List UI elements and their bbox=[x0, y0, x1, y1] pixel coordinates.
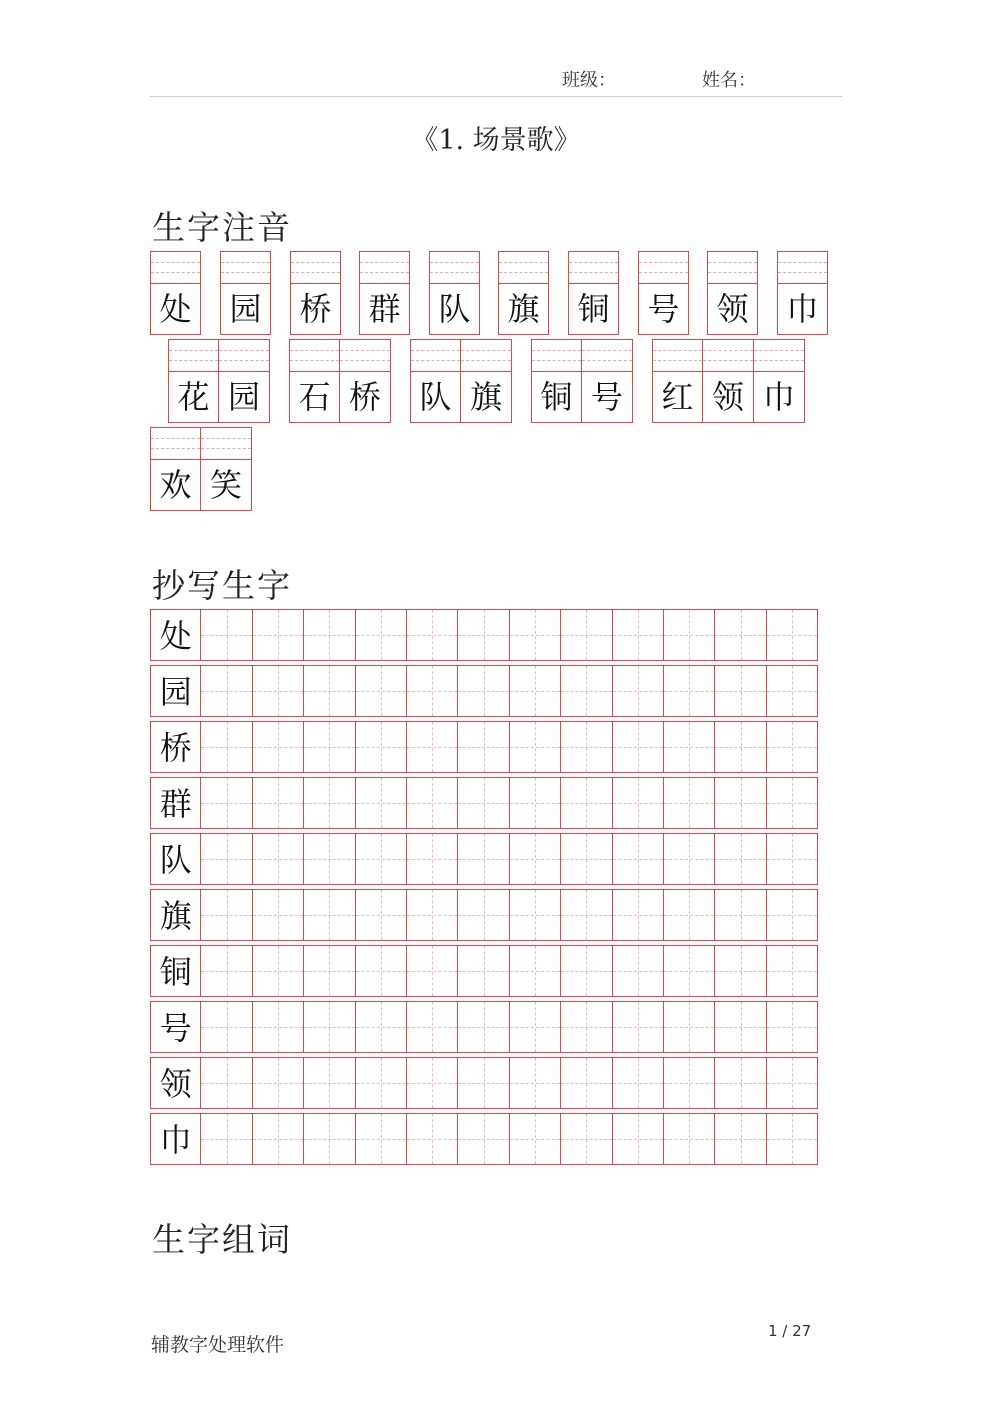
copy-writing-cell bbox=[613, 1001, 664, 1053]
copy-writing-cell bbox=[304, 889, 355, 941]
copy-writing-cell bbox=[458, 665, 509, 717]
copy-writing-cell bbox=[253, 1113, 304, 1165]
copy-row bbox=[150, 609, 818, 661]
section-heading-copy: 抄写生字 bbox=[152, 566, 292, 605]
word-box bbox=[150, 427, 252, 511]
copy-writing-cell bbox=[613, 609, 664, 661]
copy-writing-cell bbox=[356, 609, 407, 661]
copy-writing-cell bbox=[253, 1057, 304, 1109]
copy-writing-cell bbox=[510, 833, 561, 885]
pinyin-char-cell bbox=[568, 251, 619, 335]
copy-writing-cell bbox=[304, 777, 355, 829]
pinyin-writing-lines bbox=[430, 252, 479, 284]
copy-writing-cell bbox=[201, 1113, 252, 1165]
copy-writing-cell bbox=[458, 1001, 509, 1053]
pinyin-writing-lines bbox=[169, 340, 218, 372]
copy-model-char: 处 bbox=[159, 617, 192, 655]
copy-model-cell bbox=[150, 889, 201, 941]
single-char-box bbox=[220, 251, 271, 335]
copy-writing-cell bbox=[304, 665, 355, 717]
copy-writing-cell bbox=[407, 1001, 458, 1053]
pinyin-char-cell bbox=[652, 339, 703, 423]
copy-writing-cell bbox=[458, 1113, 509, 1165]
copy-model-cell bbox=[150, 665, 201, 717]
copy-writing-cell bbox=[561, 889, 612, 941]
copy-writing-cell bbox=[510, 1113, 561, 1165]
copy-writing-cell bbox=[356, 1001, 407, 1053]
copy-writing-cell bbox=[613, 1113, 664, 1165]
word-box bbox=[410, 339, 512, 423]
copy-writing-cell bbox=[510, 945, 561, 997]
copy-model-char: 巾 bbox=[159, 1121, 192, 1159]
copy-row bbox=[150, 833, 818, 885]
copy-writing-cell bbox=[458, 777, 509, 829]
pinyin-char-cell bbox=[168, 339, 219, 423]
copy-writing-cell bbox=[715, 665, 766, 717]
copy-writing-cell bbox=[304, 1057, 355, 1109]
copy-model-char: 旗 bbox=[159, 897, 192, 935]
hanzi-char: 巾 bbox=[762, 378, 795, 416]
pinyin-writing-lines bbox=[532, 340, 581, 372]
pinyin-writing-lines bbox=[201, 428, 251, 460]
hanzi-char: 队 bbox=[438, 290, 471, 328]
copy-writing-cell bbox=[767, 609, 818, 661]
hanzi-char: 花 bbox=[177, 378, 210, 416]
copy-writing-cell bbox=[201, 833, 252, 885]
hanzi-char: 领 bbox=[711, 378, 744, 416]
copy-writing-cell bbox=[613, 945, 664, 997]
pinyin-char-cell bbox=[754, 339, 805, 423]
copy-writing-cell bbox=[510, 665, 561, 717]
copy-writing-cell bbox=[201, 889, 252, 941]
copy-writing-cell bbox=[715, 1001, 766, 1053]
pinyin-writing-lines bbox=[219, 340, 269, 372]
pinyin-writing-lines bbox=[360, 252, 409, 284]
copy-writing-cell bbox=[664, 609, 715, 661]
hanzi-char: 园 bbox=[227, 378, 260, 416]
copy-writing-cell bbox=[304, 1113, 355, 1165]
single-char-box bbox=[777, 251, 828, 335]
copy-row bbox=[150, 721, 818, 773]
pinyin-char-cell bbox=[290, 251, 341, 335]
copy-writing-cell bbox=[767, 777, 818, 829]
copy-writing-cell bbox=[664, 945, 715, 997]
copy-writing-cell bbox=[356, 889, 407, 941]
copy-writing-cell bbox=[561, 777, 612, 829]
section-heading-words: 生字组词 bbox=[152, 1220, 292, 1259]
hanzi-char: 园 bbox=[229, 290, 262, 328]
copy-writing-cell bbox=[356, 721, 407, 773]
copy-writing-cell bbox=[253, 777, 304, 829]
copy-writing-cell bbox=[304, 833, 355, 885]
single-char-box bbox=[498, 251, 549, 335]
copy-writing-cell bbox=[253, 609, 304, 661]
word-box bbox=[168, 339, 270, 423]
pinyin-writing-lines bbox=[151, 428, 200, 460]
pinyin-writing-lines bbox=[290, 340, 339, 372]
copy-writing-cell bbox=[458, 889, 509, 941]
copy-writing-cell bbox=[458, 609, 509, 661]
hanzi-char: 领 bbox=[716, 290, 749, 328]
pinyin-writing-lines bbox=[340, 340, 390, 372]
class-label: 班级： bbox=[562, 70, 616, 91]
single-char-box bbox=[638, 251, 689, 335]
hanzi-char: 号 bbox=[647, 290, 680, 328]
copy-writing-cell bbox=[304, 1001, 355, 1053]
copy-writing-cell bbox=[715, 1113, 766, 1165]
copy-writing-cell bbox=[510, 889, 561, 941]
copy-row bbox=[150, 945, 818, 997]
copy-writing-cell bbox=[664, 889, 715, 941]
copy-writing-cell bbox=[407, 777, 458, 829]
single-char-box bbox=[359, 251, 410, 335]
copy-writing-cell bbox=[201, 665, 252, 717]
copy-writing-cell bbox=[304, 945, 355, 997]
copy-writing-cell bbox=[356, 665, 407, 717]
copy-writing-cell bbox=[767, 889, 818, 941]
pinyin-writing-lines bbox=[291, 252, 340, 284]
copy-writing-cell bbox=[458, 833, 509, 885]
copy-writing-cell bbox=[253, 721, 304, 773]
copy-model-cell bbox=[150, 721, 201, 773]
hanzi-char: 铜 bbox=[540, 378, 573, 416]
copy-writing-cell bbox=[407, 889, 458, 941]
copy-writing-cell bbox=[561, 609, 612, 661]
copy-writing-cell bbox=[356, 833, 407, 885]
pinyin-char-cell bbox=[201, 427, 252, 511]
hanzi-char: 队 bbox=[419, 378, 452, 416]
copy-writing-cell bbox=[356, 1057, 407, 1109]
copy-writing-cell bbox=[613, 721, 664, 773]
pinyin-char-cell bbox=[150, 427, 201, 511]
header-divider bbox=[150, 96, 842, 97]
hanzi-char: 群 bbox=[368, 290, 401, 328]
pinyin-writing-lines bbox=[411, 340, 460, 372]
copy-writing-cell bbox=[407, 665, 458, 717]
copy-writing-cell bbox=[715, 945, 766, 997]
hanzi-char: 号 bbox=[590, 378, 623, 416]
copy-writing-cell bbox=[664, 777, 715, 829]
copy-writing-cell bbox=[253, 833, 304, 885]
hanzi-char: 石 bbox=[298, 378, 331, 416]
copy-writing-cell bbox=[356, 945, 407, 997]
copy-writing-cell bbox=[201, 609, 252, 661]
copy-model-char: 号 bbox=[159, 1009, 192, 1047]
pinyin-writing-lines bbox=[708, 252, 757, 284]
copy-writing-cell bbox=[510, 1001, 561, 1053]
copy-writing-cell bbox=[664, 665, 715, 717]
copy-writing-cell bbox=[510, 1057, 561, 1109]
copy-writing-cell bbox=[407, 945, 458, 997]
copy-model-char: 桥 bbox=[159, 729, 192, 767]
pinyin-writing-lines bbox=[499, 252, 548, 284]
pinyin-char-cell bbox=[219, 339, 270, 423]
copy-writing-cell bbox=[510, 777, 561, 829]
hanzi-char: 旗 bbox=[469, 378, 502, 416]
hanzi-char: 欢 bbox=[159, 466, 192, 504]
single-char-box bbox=[568, 251, 619, 335]
pinyin-char-cell bbox=[531, 339, 582, 423]
copy-writing-cell bbox=[356, 1113, 407, 1165]
hanzi-char: 铜 bbox=[577, 290, 610, 328]
pinyin-char-cell bbox=[703, 339, 754, 423]
copy-writing-cell bbox=[715, 833, 766, 885]
copy-writing-cell bbox=[715, 721, 766, 773]
copy-writing-cell bbox=[510, 609, 561, 661]
copy-writing-cell bbox=[201, 721, 252, 773]
hanzi-char: 巾 bbox=[786, 290, 819, 328]
copy-row bbox=[150, 777, 818, 829]
copy-writing-cell bbox=[407, 721, 458, 773]
copy-model-cell bbox=[150, 833, 201, 885]
copy-writing-cell bbox=[715, 777, 766, 829]
copy-writing-cell bbox=[613, 833, 664, 885]
copy-writing-cell bbox=[253, 665, 304, 717]
copy-writing-cell bbox=[253, 889, 304, 941]
copy-writing-cell bbox=[613, 1057, 664, 1109]
copy-writing-cell bbox=[767, 1113, 818, 1165]
copy-row bbox=[150, 665, 818, 717]
copy-writing-cell bbox=[664, 1001, 715, 1053]
copy-writing-cell bbox=[510, 721, 561, 773]
copy-writing-cell bbox=[407, 833, 458, 885]
copy-model-char: 园 bbox=[159, 673, 192, 711]
single-char-box bbox=[150, 251, 201, 335]
copy-writing-cell bbox=[561, 1001, 612, 1053]
pinyin-writing-lines bbox=[703, 340, 753, 372]
pinyin-writing-lines bbox=[639, 252, 688, 284]
copy-writing-cell bbox=[767, 665, 818, 717]
word-box bbox=[652, 339, 805, 423]
hanzi-char: 处 bbox=[159, 290, 192, 328]
copy-writing-cell bbox=[715, 1057, 766, 1109]
copy-writing-cell bbox=[664, 721, 715, 773]
pinyin-char-cell bbox=[582, 339, 633, 423]
copy-writing-cell bbox=[561, 945, 612, 997]
word-box bbox=[289, 339, 391, 423]
copy-writing-cell bbox=[253, 1001, 304, 1053]
pinyin-char-cell bbox=[220, 251, 271, 335]
copy-writing-cell bbox=[613, 889, 664, 941]
copy-writing-cell bbox=[201, 1001, 252, 1053]
copy-writing-cell bbox=[201, 1057, 252, 1109]
copy-row bbox=[150, 889, 818, 941]
pinyin-char-cell bbox=[638, 251, 689, 335]
copy-writing-cell bbox=[613, 665, 664, 717]
copy-writing-cell bbox=[664, 1113, 715, 1165]
copy-writing-cell bbox=[561, 1057, 612, 1109]
copy-writing-cell bbox=[561, 833, 612, 885]
copy-writing-cell bbox=[767, 833, 818, 885]
copy-writing-cell bbox=[767, 945, 818, 997]
copy-model-char: 队 bbox=[159, 841, 192, 879]
pinyin-writing-lines bbox=[151, 252, 200, 284]
pinyin-writing-lines bbox=[778, 252, 827, 284]
copy-writing-cell bbox=[407, 1057, 458, 1109]
copy-writing-cell bbox=[304, 721, 355, 773]
copy-writing-cell bbox=[561, 721, 612, 773]
copy-writing-cell bbox=[767, 1001, 818, 1053]
single-char-box bbox=[290, 251, 341, 335]
copy-writing-cell bbox=[613, 777, 664, 829]
copy-model-cell bbox=[150, 777, 201, 829]
pinyin-writing-lines bbox=[221, 252, 270, 284]
hanzi-char: 旗 bbox=[507, 290, 540, 328]
copy-writing-cell bbox=[201, 777, 252, 829]
copy-writing-cell bbox=[458, 1057, 509, 1109]
copy-writing-cell bbox=[561, 1113, 612, 1165]
copy-writing-cell bbox=[767, 1057, 818, 1109]
name-label: 姓名： bbox=[702, 70, 756, 91]
page-number: 1 / 27 bbox=[768, 1322, 812, 1340]
copy-writing-cell bbox=[201, 945, 252, 997]
pinyin-char-cell bbox=[340, 339, 391, 423]
copy-model-cell bbox=[150, 1001, 201, 1053]
copy-writing-cell bbox=[458, 721, 509, 773]
copy-model-cell bbox=[150, 1057, 201, 1109]
hanzi-char: 笑 bbox=[209, 466, 242, 504]
copy-model-char: 群 bbox=[159, 785, 192, 823]
pinyin-writing-lines bbox=[582, 340, 632, 372]
hanzi-char: 桥 bbox=[348, 378, 381, 416]
copy-writing-cell bbox=[356, 777, 407, 829]
copy-model-char: 铜 bbox=[159, 953, 192, 991]
page-title: 《1. 场景歌》 bbox=[411, 125, 581, 156]
pinyin-writing-lines bbox=[569, 252, 618, 284]
pinyin-char-cell bbox=[150, 251, 201, 335]
copy-writing-cell bbox=[407, 1113, 458, 1165]
single-char-box bbox=[707, 251, 758, 335]
copy-writing-cell bbox=[664, 1057, 715, 1109]
single-char-box bbox=[429, 251, 480, 335]
hanzi-char: 桥 bbox=[299, 290, 332, 328]
copy-row bbox=[150, 1057, 818, 1109]
pinyin-writing-lines bbox=[653, 340, 702, 372]
copy-writing-cell bbox=[253, 945, 304, 997]
copy-writing-cell bbox=[715, 609, 766, 661]
copy-writing-cell bbox=[407, 609, 458, 661]
copy-model-cell bbox=[150, 945, 201, 997]
copy-row bbox=[150, 1113, 818, 1165]
pinyin-writing-lines bbox=[461, 340, 511, 372]
copy-model-cell bbox=[150, 609, 201, 661]
section-heading-pinyin: 生字注音 bbox=[152, 208, 292, 247]
copy-writing-cell bbox=[664, 833, 715, 885]
pinyin-writing-lines bbox=[754, 340, 804, 372]
footer-software-name: 辅教字处理软件 bbox=[151, 1334, 285, 1356]
copy-writing-cell bbox=[561, 665, 612, 717]
pinyin-char-cell bbox=[498, 251, 549, 335]
pinyin-char-cell bbox=[707, 251, 758, 335]
pinyin-char-cell bbox=[777, 251, 828, 335]
copy-writing-cell bbox=[304, 609, 355, 661]
copy-writing-cell bbox=[458, 945, 509, 997]
copy-writing-cell bbox=[715, 889, 766, 941]
hanzi-char: 红 bbox=[661, 378, 694, 416]
pinyin-char-cell bbox=[289, 339, 340, 423]
pinyin-char-cell bbox=[359, 251, 410, 335]
pinyin-char-cell bbox=[461, 339, 512, 423]
copy-row bbox=[150, 1001, 818, 1053]
pinyin-char-cell bbox=[429, 251, 480, 335]
copy-writing-cell bbox=[767, 721, 818, 773]
pinyin-char-cell bbox=[410, 339, 461, 423]
word-box bbox=[531, 339, 633, 423]
copy-model-char: 领 bbox=[159, 1065, 192, 1103]
copy-model-cell bbox=[150, 1113, 201, 1165]
